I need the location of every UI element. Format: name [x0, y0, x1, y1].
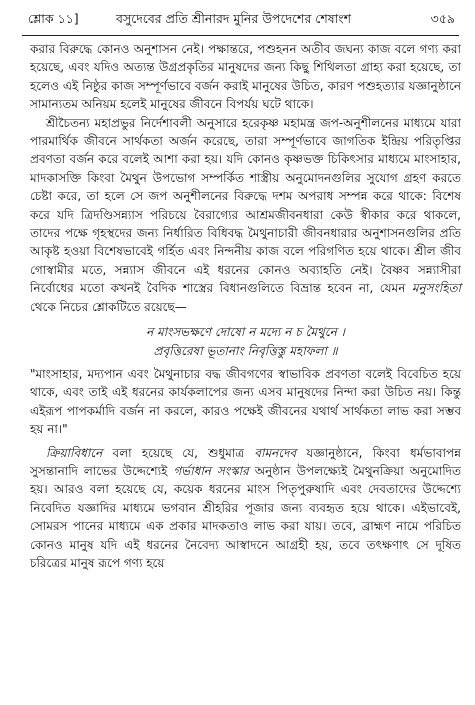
manusamhita-reference: মনুসংহিতা: [411, 281, 461, 296]
running-header: [28, 8, 455, 30]
header-rule: [22, 35, 459, 36]
paragraph-2-text-a: শ্রীচৈতন্য মহাপ্রভুর নির্দেশাবলী অনুসারে হরেকৃষ্ণ মহামন্ত্র জপ-অনুশীলনের মাধ্যমে যারা পারমার্থিক জীবনে সার্থকতা অর্জন করেছে, তারা সম্পূর্ণভাবে জাগতিক ইন্দ্রিয় পরিতৃপ্তির প্রবণতা বর্জন করে বলেই আশা করা হয়। যদি কোনও কৃষ্ণভক্ত চিকিৎসার মাধ্যমে মাংসাহার, মাদকাসক্তি কিংবা মৈথুন উপভোগ সম্পর্কিত শাস্ত্রীয় অনুমোদনগুলির সুযোগ গ্রহণ করতে চেষ্টা করে, তা হলে সে জপ অনুশীলনের বিরুদ্ধে দশম অপরাধ সম্পন্ন করে থাকে: বিশেষ করে যদি ত্রিদণ্ডিসন্ন্যাস পরিচয়ে বৈরাগ্যের আশ্রমজীবনধারা কেউ স্বীকার করে থাকলে, তাদের পক্ষে গৃহস্থদের জন্য নির্ধারিত বিধিবদ্ধ মৈথুনাচারী জীবনধারার অনুশাসনগুলির প্রতি আকৃষ্ট হওয়া বিশেষভাবেই গর্হিত এবং নিন্দনীয় কাজ বলে পরিগণিত হয়ে থাকে। শ্রীল জীব গোস্বামীর মতে, সন্ন্যাস জীবনে এই ধরনের কোনও অব্যাহতি নেই। বৈষ্ণব সন্ন্যাসীরা নির্বোধের মতো কখনই বৈদিক শাস্ত্রের বিধানগুলিতে বিভ্রান্ত হবেন না, যেমন: [30, 115, 461, 296]
verse-translation: "মাংসাহার, মদ্যপান এবং মৈথুনাচার বদ্ধ জীবগণের স্বাভাবিক প্রবণতা বলেই বিবেচিত হয়ে থাকে, এবং তাই এই ধরনের কার্যকলাপের জন্য এসব মানুষদের নিন্দা করা উচিত নয়। কিন্তু এইরূপ পাপকর্মাদি বর্জন না করলে, কারও পক্ষেই জীবনের যথার্থ সার্থকতা লাভ করা সম্ভব হয় না।": [30, 366, 461, 437]
paragraph-3: [30, 444, 461, 573]
paragraph-3-text-c: অনুষ্ঠান উপলক্ষ্যেই মৈথুনক্রিয়া অনুমোদিত হয়। আরও বলা হয়েছে যে, কয়েক ধরনের মাংস পিতৃপুরুষাদি এবং দেবতাদের উদ্দেশ্যে নিবেদিত যজ্ঞাদির মাধ্যমে ভগবান শ্রীহরির পূজার জন্য ব্যবহৃত হয়ে থাকে। এইভাবেই, সোমরস পানের মাধ্যমে এক প্রকার মাদকতাও লাভ করা যায়। তবে, ব্রাহ্মণ নামে পরিচিত কোনও মানুষ যদি এই ধরনের নৈবেদ্য আস্বাদনে আগ্রহী হয়, তবে তৎক্ষণাৎ সে দূষিত চরিত্রের মানুষ রূপে গণ্য হয়ে: [30, 463, 461, 570]
verse-line-1: ন মাংসভক্ষণে দোষো ন মদ্যে ন চ মৈথুনে ।: [146, 325, 345, 340]
paragraph-2-text-b: থেকে নিচের শ্লোকটিতে রয়েছে—: [30, 299, 187, 314]
page-number: ৩৫৯: [430, 11, 455, 26]
kriyavidhana-reference: ক্রিয়াবিধানে: [46, 445, 103, 460]
verse-line-2: প্রবৃত্তিরেষা ভূতানাং নিবৃত্তিস্তু মহাফলা ॥: [153, 343, 338, 358]
paragraph-3-text-a: বলা হয়েছে যে, শুধুমাত্র: [112, 445, 245, 460]
vamanadeva-reference: বামনদেব: [254, 445, 297, 460]
garbhadhana-reference: গর্ভাধান সংস্কার: [173, 463, 249, 478]
chapter-verse-label: শ্লোক ১১]: [28, 11, 79, 26]
paragraph-2: [30, 114, 461, 316]
paragraph-1: করার বিরুদ্ধে কোনও অনুশাসন নেই। পক্ষান্তরে, পশুহনন অতীব জঘন্য কাজ বলে গণ্য করা হয়েছে, এবং যদিও অত্যন্ত উগ্রপ্রকৃতির মানুষদের জন্য কিছু শিথিলতা গ্রাহ্য করা হয়েছে, তা হলেও এই নিষ্ঠুর কাজ সম্পূর্ণভাবে বর্জন করাই মানুষের উচিত, কারণ পশুহত্যার যজ্ঞানুষ্ঠানে সামান্যতম অনিয়ম হলেই মানুষের জীবনে বিপর্যয় ঘটে থাকে।: [30, 42, 461, 112]
paragraph-3-text-b: যজ্ঞানুষ্ঠানে, কিংবা ধর্মভাবাপন্ন সুসন্তানাদি লাভের উদ্দেশ্যেই: [30, 445, 461, 478]
page-body: [30, 40, 461, 572]
sanskrit-verse: [30, 323, 461, 360]
running-title: বসুদেবের প্রতি শ্রীনারদ মুনির উপদেশের শেষাংশ: [116, 11, 352, 26]
